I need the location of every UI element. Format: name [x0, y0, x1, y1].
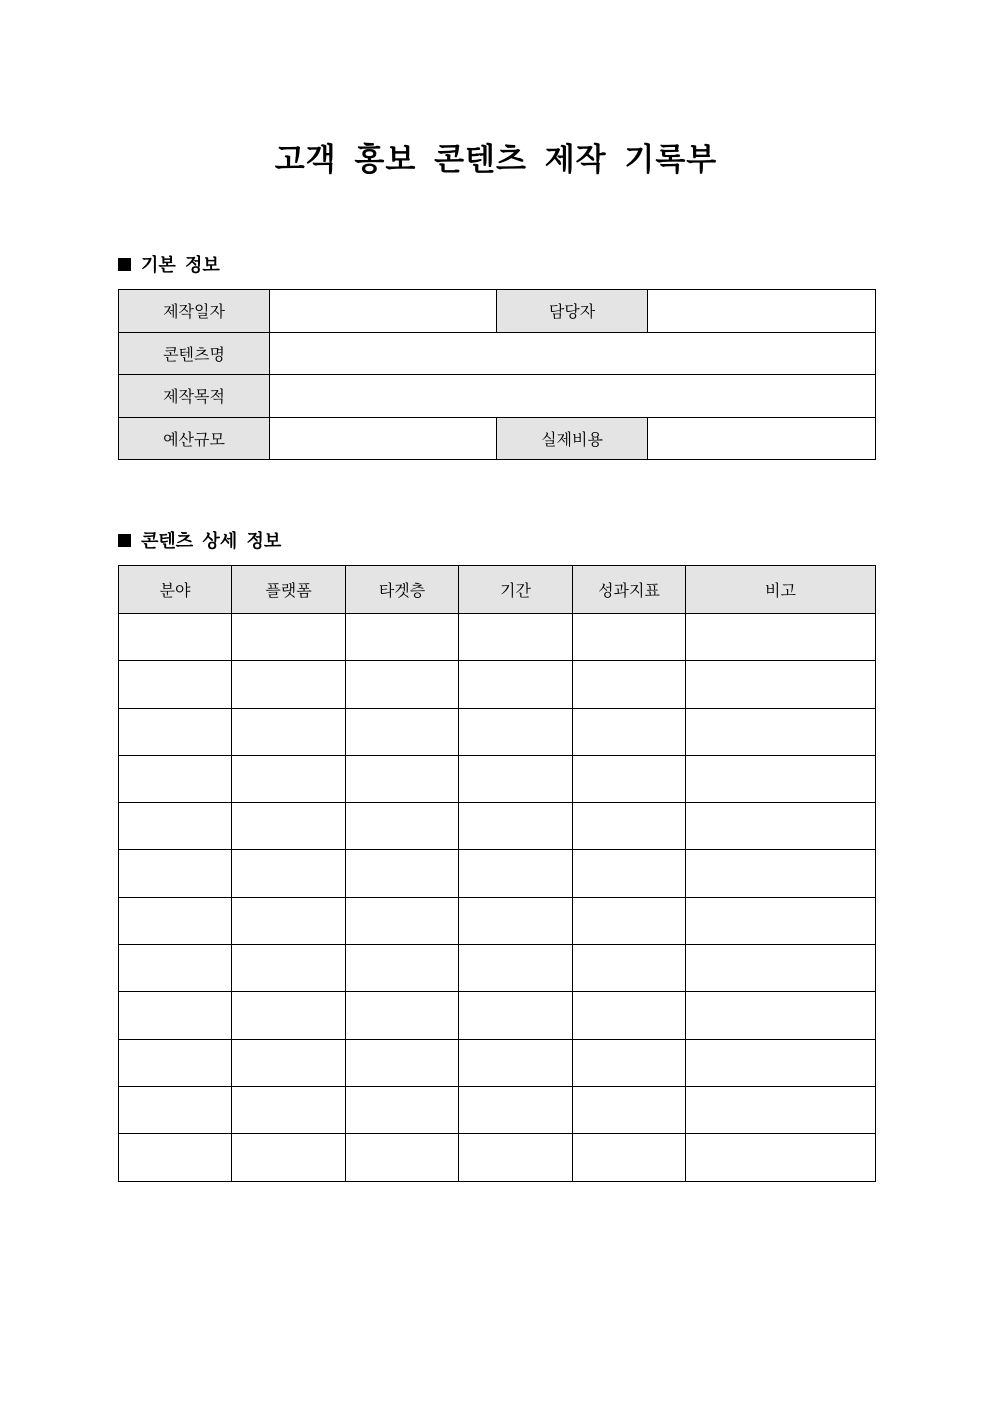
- content-name-field[interactable]: [270, 332, 876, 375]
- table-cell[interactable]: [119, 1134, 232, 1181]
- table-cell[interactable]: [459, 1039, 573, 1086]
- table-cell[interactable]: [459, 897, 573, 944]
- table-cell[interactable]: [573, 708, 686, 755]
- table-cell[interactable]: [119, 614, 232, 661]
- table-cell[interactable]: [459, 614, 573, 661]
- basic-info-heading: [118, 252, 220, 276]
- table-cell[interactable]: [346, 1134, 459, 1181]
- table-cell[interactable]: [459, 708, 573, 755]
- table-cell[interactable]: [232, 1134, 346, 1181]
- column-header-notes: 비고: [686, 566, 876, 614]
- content-detail-table: [118, 565, 876, 1182]
- table-cell[interactable]: [686, 1134, 876, 1181]
- table-row: [119, 614, 876, 661]
- table-cell[interactable]: [686, 661, 876, 708]
- column-header-kpi: 성과지표: [573, 566, 686, 614]
- table-cell[interactable]: [346, 755, 459, 802]
- square-bullet-icon: [118, 534, 131, 547]
- table-cell[interactable]: [346, 803, 459, 850]
- table-cell[interactable]: [119, 661, 232, 708]
- table-cell[interactable]: [119, 992, 232, 1039]
- table-cell[interactable]: [459, 945, 573, 992]
- table-cell[interactable]: [232, 755, 346, 802]
- column-header-period: 기간: [459, 566, 573, 614]
- table-cell[interactable]: [459, 1134, 573, 1181]
- table-cell[interactable]: [573, 1086, 686, 1133]
- table-cell[interactable]: [232, 850, 346, 897]
- table-cell[interactable]: [573, 945, 686, 992]
- table-cell[interactable]: [346, 1039, 459, 1086]
- table-cell[interactable]: [232, 614, 346, 661]
- table-row: [119, 945, 876, 992]
- table-cell[interactable]: [459, 803, 573, 850]
- table-cell[interactable]: [573, 850, 686, 897]
- table-cell[interactable]: [686, 803, 876, 850]
- table-row: [119, 708, 876, 755]
- table-cell[interactable]: [459, 850, 573, 897]
- table-cell[interactable]: [119, 897, 232, 944]
- table-row: [119, 1039, 876, 1086]
- budget-field[interactable]: [270, 417, 497, 460]
- table-cell[interactable]: [232, 708, 346, 755]
- table-cell[interactable]: [346, 614, 459, 661]
- basic-info-row: [119, 332, 876, 375]
- purpose-label: 제작목적: [119, 375, 270, 418]
- table-cell[interactable]: [573, 803, 686, 850]
- table-cell[interactable]: [686, 755, 876, 802]
- actual-cost-label: 실제비용: [497, 417, 648, 460]
- table-cell[interactable]: [119, 708, 232, 755]
- basic-info-row: [119, 417, 876, 460]
- table-cell[interactable]: [119, 945, 232, 992]
- table-cell[interactable]: [686, 945, 876, 992]
- table-cell[interactable]: [119, 755, 232, 802]
- table-cell[interactable]: [232, 661, 346, 708]
- content-detail-heading-text: 콘텐츠 상세 정보: [141, 531, 282, 552]
- actual-cost-field[interactable]: [648, 417, 876, 460]
- production-date-label: 제작일자: [119, 290, 270, 333]
- table-cell[interactable]: [686, 850, 876, 897]
- column-header-field: 분야: [119, 566, 232, 614]
- content-detail-heading: [118, 528, 281, 552]
- purpose-field[interactable]: [270, 375, 876, 418]
- table-cell[interactable]: [232, 897, 346, 944]
- table-cell[interactable]: [573, 897, 686, 944]
- table-cell[interactable]: [119, 850, 232, 897]
- table-cell[interactable]: [232, 803, 346, 850]
- basic-info-row: [119, 375, 876, 418]
- column-header-platform: 플랫폼: [232, 566, 346, 614]
- table-cell[interactable]: [119, 1086, 232, 1133]
- table-cell[interactable]: [573, 992, 686, 1039]
- table-cell[interactable]: [232, 945, 346, 992]
- table-cell[interactable]: [459, 755, 573, 802]
- table-row: [119, 1134, 876, 1181]
- table-cell[interactable]: [232, 1086, 346, 1133]
- table-cell[interactable]: [119, 803, 232, 850]
- square-bullet-icon: [118, 258, 131, 271]
- table-cell[interactable]: [346, 945, 459, 992]
- table-cell[interactable]: [686, 1086, 876, 1133]
- table-cell[interactable]: [686, 614, 876, 661]
- table-cell[interactable]: [346, 992, 459, 1039]
- page-title: 고객 홍보 콘텐츠 제작 기록부: [274, 142, 718, 178]
- table-cell[interactable]: [346, 897, 459, 944]
- table-cell[interactable]: [232, 1039, 346, 1086]
- table-row: [119, 755, 876, 802]
- column-header-target: 타겟층: [346, 566, 459, 614]
- table-row: [119, 661, 876, 708]
- table-cell[interactable]: [573, 614, 686, 661]
- manager-label: 담당자: [497, 290, 648, 333]
- table-row: [119, 992, 876, 1039]
- table-cell[interactable]: [686, 897, 876, 944]
- basic-info-row: [119, 290, 876, 333]
- table-cell[interactable]: [346, 850, 459, 897]
- basic-info-table: [118, 289, 876, 460]
- table-cell[interactable]: [459, 992, 573, 1039]
- table-row: [119, 803, 876, 850]
- table-header-row: [119, 566, 876, 614]
- table-cell[interactable]: [686, 1039, 876, 1086]
- table-cell[interactable]: [686, 992, 876, 1039]
- production-date-field[interactable]: [270, 290, 497, 333]
- basic-info-heading-text: 기본 정보: [141, 255, 220, 276]
- content-name-label: 콘텐츠명: [119, 332, 270, 375]
- table-cell[interactable]: [686, 708, 876, 755]
- table-cell[interactable]: [346, 661, 459, 708]
- table-row: [119, 897, 876, 944]
- table-cell[interactable]: [573, 661, 686, 708]
- table-cell[interactable]: [346, 708, 459, 755]
- table-cell[interactable]: [346, 1086, 459, 1133]
- table-cell[interactable]: [232, 992, 346, 1039]
- table-row: [119, 1086, 876, 1133]
- manager-field[interactable]: [648, 290, 876, 333]
- table-cell[interactable]: [573, 755, 686, 802]
- table-row: [119, 850, 876, 897]
- budget-label: 예산규모: [119, 417, 270, 460]
- table-cell[interactable]: [459, 661, 573, 708]
- table-cell[interactable]: [459, 1086, 573, 1133]
- table-cell[interactable]: [119, 1039, 232, 1086]
- table-cell[interactable]: [573, 1039, 686, 1086]
- table-cell[interactable]: [573, 1134, 686, 1181]
